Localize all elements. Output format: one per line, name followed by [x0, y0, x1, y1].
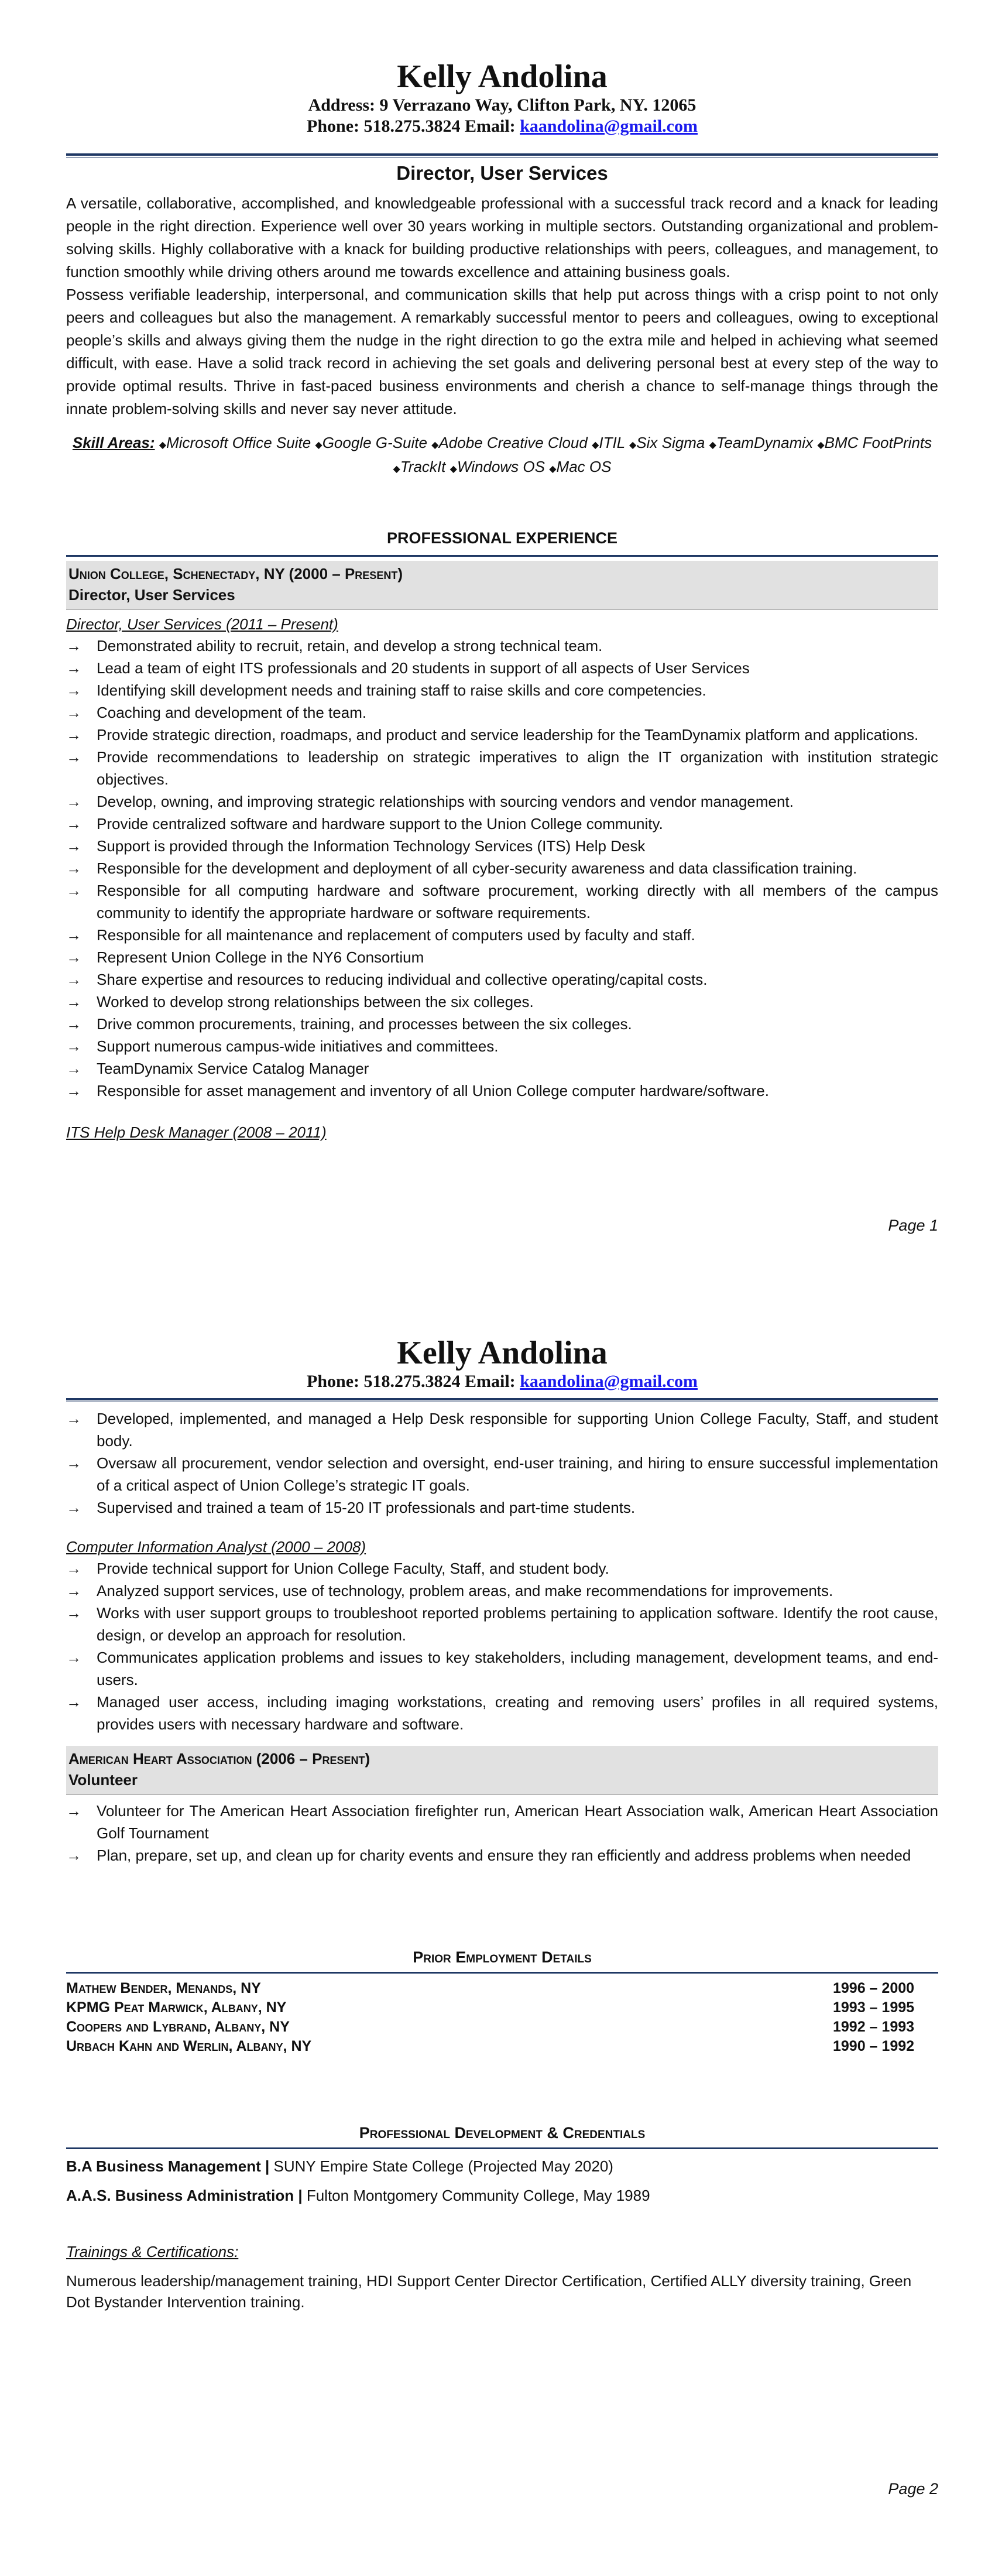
skill-label: ITIL [599, 434, 625, 451]
diamond-icon: ◆ [549, 464, 557, 474]
email-link[interactable]: kaandolina@gmail.com [520, 117, 698, 136]
skill-item [315, 434, 427, 451]
arrow-icon: → [66, 1082, 81, 1099]
phone-label-2: Phone: 518.275.3824 Email: [307, 1372, 516, 1391]
prior-divider [66, 1972, 938, 1974]
skill-item [431, 434, 588, 451]
experience-heading-block [66, 528, 938, 548]
prior-employer: Mathew Bender, Menands, NY [66, 1980, 261, 1996]
bullet-item [66, 746, 938, 790]
bullet-text: Demonstrated ability to recruit, retain, and develop a strong technical team. [97, 637, 603, 655]
prior-employment-list [66, 1979, 938, 2056]
page-number-1: Page 1 [888, 1217, 938, 1234]
bullet-text: Plan, prepare, set up, and clean up for charity events and ensure they ran efficiently and address problems when needed [97, 1847, 911, 1864]
bullet-text: TeamDynamix Service Catalog Manager [97, 1060, 369, 1077]
bullet-item [66, 1496, 938, 1519]
prior-years: 1990 – 1992 [833, 2038, 915, 2054]
education-divider [66, 2147, 938, 2149]
trainings-text: Numerous leadership/management training, HDI Support Center Director Certification, Certified ALLY diversity training, Green Dot Bystander Intervention training. [66, 2272, 912, 2311]
bullet-item [66, 1080, 938, 1102]
bullet-text: Share expertise and resources to reducing individual and collective operating/capital costs. [97, 971, 708, 988]
prior-row [66, 2017, 938, 2037]
skill-item [549, 458, 611, 475]
bullet-item [66, 968, 938, 991]
union-org-header [66, 561, 938, 610]
phone-label: Phone: 518.275.3824 Email: [307, 117, 516, 136]
skill-item [159, 434, 311, 451]
bullet-item [66, 1602, 938, 1646]
bullet-item [66, 790, 938, 813]
bullet-text: Provide strategic direction, roadmaps, and product and service leadership for the TeamDynamix platform and applications. [97, 726, 919, 744]
skill-areas [66, 432, 938, 480]
headline: Director, User Services [396, 162, 608, 184]
header-divider [66, 153, 938, 157]
address-line: Address: 9 Verrazano Way, Clifton Park, NY. 12065 [308, 95, 696, 115]
arrow-icon: → [66, 1649, 81, 1666]
arrow-icon: → [66, 1802, 81, 1820]
arrow-icon: → [66, 882, 81, 899]
phone-email-line [66, 116, 938, 137]
aha-title: Volunteer [68, 1771, 138, 1789]
bullet-item [66, 1844, 938, 1866]
bullet-text: Supervised and trained a team of 15-20 IT professionals and part-time students. [97, 1499, 636, 1516]
arrow-icon: → [66, 704, 81, 721]
degree: A.A.S. Business Administration | [66, 2187, 303, 2204]
bullet-item [66, 946, 938, 968]
bullet-item [66, 724, 938, 746]
bullet-text: Managed user access, including imaging workstations, creating and removing users’ profiles in all required systems, provides users with necessary hardware and software. [97, 1693, 938, 1733]
bullet-text: Worked to develop strong relationships between the six colleges. [97, 993, 534, 1010]
bullet-item [66, 1580, 938, 1602]
role-helpdesk-manager: ITS Help Desk Manager (2008 – 2011) [66, 1123, 327, 1141]
education-entry [66, 2154, 938, 2178]
trainings-title: Trainings & Certifications: [66, 2243, 239, 2260]
bullet-text: Works with user support groups to troubleshoot reported problems pertaining to application software. Identify the root cause, design, or develop an approach for resolution. [97, 1604, 938, 1644]
candidate-name: Kelly Andolina [397, 59, 608, 95]
bullet-text: Responsible for all maintenance and replacement of computers used by faculty and staff. [97, 926, 695, 944]
union-org: Union College, Schenectady, NY (2000 – Present) [68, 565, 403, 583]
prior-years: 1996 – 2000 [833, 1980, 915, 1996]
skill-label: Microsoft Office Suite [166, 434, 311, 451]
union-college-block [66, 561, 938, 1143]
bullet-item [66, 991, 938, 1013]
arrow-icon: → [66, 1582, 81, 1599]
bullet-text: Responsible for asset management and inventory of all Union College computer hardware/software. [97, 1082, 769, 1099]
bullet-text: Support is provided through the Information Technology Services (ITS) Help Desk [97, 837, 646, 855]
bullet-item [66, 879, 938, 924]
bullet-item [66, 1013, 938, 1035]
experience-heading: PROFESSIONAL EXPERIENCE [386, 529, 618, 547]
bullet-text: Coaching and development of the team. [97, 704, 367, 721]
summary-paragraph-2: Possess verifiable leadership, interpersonal, and communication skills that help put across things with a crisp point to not only peers and colleagues but also the management. A remarkably successful mentor to peers and colleagues, owing to exceptional people’s skills and always giving them the nudge in the right direction to go the extra mile and helped in achieving what seemed difficult, with ease. Have a solid track record in achieving the set goals and delivering personal best at every step of the way to provide optimal results. Thrive in fast-paced business environments and cherish a chance to self-manage things through the innate problem-solving skills and never say never attitude. [66, 286, 938, 417]
diamond-icon: ◆ [709, 440, 716, 450]
page-number-2: Page 2 [888, 2480, 938, 2498]
skill-label: Six Sigma [636, 434, 705, 451]
bullet-text: Responsible for the development and deployment of all cyber-security awareness and data classification training. [97, 859, 857, 877]
skill-label: Mac OS [556, 458, 612, 475]
prior-employment-heading-block [66, 1947, 938, 1967]
bullet-item [66, 657, 938, 679]
bullet-text: Drive common procurements, training, and processes between the six colleges. [97, 1015, 632, 1033]
bullet-text: Support numerous campus-wide initiatives and committees. [97, 1037, 499, 1055]
bullet-item [66, 1035, 938, 1057]
bullet-item [66, 1800, 938, 1844]
prior-years: 1992 – 1993 [833, 2019, 915, 2035]
arrow-icon: → [66, 1847, 81, 1864]
bullet-text: Lead a team of eight ITS professionals and 20 students in support of all aspects of User Services [97, 659, 750, 677]
bullet-item [66, 924, 938, 946]
arrow-icon: → [66, 1560, 81, 1577]
education-heading: Professional Development & Credentials [359, 2124, 646, 2142]
arrow-icon: → [66, 637, 81, 655]
arrow-icon: → [66, 815, 81, 833]
prior-employer: Coopers and Lybrand, Albany, NY [66, 2019, 290, 2035]
prior-row [66, 1998, 938, 2017]
arrow-icon: → [66, 726, 81, 744]
arrow-icon: → [66, 1499, 81, 1516]
arrow-icon: → [66, 926, 81, 944]
bullet-text: Communicates application problems and issues to key stakeholders, including management, development teams, and end-users. [97, 1649, 938, 1688]
helpdesk-bullets [66, 1407, 938, 1519]
bullet-text: Responsible for all computing hardware and software procurement, working directly with all members of the campus community to identify the appropriate hardware or software requirements. [97, 882, 938, 922]
bullet-item [66, 835, 938, 857]
bullet-text: Provide technical support for Union College Faculty, Staff, and student body. [97, 1560, 609, 1577]
prior-employment-heading: Prior Employment Details [413, 1948, 592, 1966]
header-divider-2 [66, 1398, 938, 1402]
arrow-icon: → [66, 1454, 81, 1472]
diamond-icon: ◆ [315, 440, 322, 450]
helpdesk-and-analyst-block [66, 1407, 938, 1866]
bullet-text: Represent Union College in the NY6 Consortium [97, 948, 424, 966]
prior-row [66, 2037, 938, 2056]
aha-org-header [66, 1746, 938, 1795]
skill-label: Adobe Creative Cloud [438, 434, 588, 451]
volunteer-bullets [66, 1800, 938, 1866]
bullet-item [66, 701, 938, 724]
skill-item [709, 434, 814, 451]
bullet-item [66, 1407, 938, 1452]
prior-employer: KPMG Peat Marwick, Albany, NY [66, 1999, 287, 2016]
bullet-item [66, 1057, 938, 1080]
arrow-icon: → [66, 1604, 81, 1622]
education-list [66, 2154, 938, 2313]
bullet-item [66, 1691, 938, 1735]
arrow-icon: → [66, 748, 81, 766]
email-link-2[interactable]: kaandolina@gmail.com [520, 1372, 698, 1391]
candidate-name-2: Kelly Andolina [397, 1335, 608, 1371]
role-director: Director, User Services (2011 – Present) [66, 615, 338, 633]
prior-row [66, 1979, 938, 1998]
arrow-icon: → [66, 1060, 81, 1077]
bullet-text: Develop, owning, and improving strategic relationships with sourcing vendors and vendor management. [97, 793, 794, 810]
arrow-icon: → [66, 793, 81, 810]
summary-paragraph-1: A versatile, collaborative, accomplished, and knowledgeable professional with a successful track record and a knack for leading people in the right direction. Experience well over 30 years working in multiple sectors. Outstanding organizational and problem-solving skills. Highly collaborative with a knack for building productive relationships with peers, colleagues, and management, to function smoothly while driving others around me towards excellence and attaining business goals. [66, 194, 938, 280]
school: SUNY Empire State College (Projected May 2020) [269, 2157, 613, 2175]
arrow-icon: → [66, 859, 81, 877]
arrow-icon: → [66, 681, 81, 699]
bullet-text: Analyzed support services, use of technology, problem areas, and make recommendations for improvements. [97, 1582, 833, 1599]
education-heading-block [66, 2123, 938, 2143]
header [66, 59, 938, 137]
arrow-icon: → [66, 948, 81, 966]
skill-item [592, 434, 625, 451]
arrow-icon: → [66, 837, 81, 855]
bullet-item [66, 1646, 938, 1691]
bullet-item [66, 813, 938, 835]
arrow-icon: → [66, 1015, 81, 1033]
skill-label: BMC FootPrints [824, 434, 932, 451]
arrow-icon: → [66, 1410, 81, 1427]
summary-section [66, 162, 938, 480]
bullet-text: Provide recommendations to leadership on strategic imperatives to align the IT organization with institution strategic objectives. [97, 748, 938, 788]
bullet-text: Developed, implemented, and managed a Help Desk responsible for supporting Union College Faculty, Staff, and student body. [97, 1410, 938, 1450]
bullet-item [66, 1452, 938, 1496]
phone-email-line-2 [66, 1371, 938, 1392]
skill-label: TeamDynamix [716, 434, 814, 451]
arrow-icon: → [66, 993, 81, 1010]
skill-label: Windows OS [457, 458, 545, 475]
diamond-icon: ◆ [817, 440, 825, 450]
bullet-item [66, 679, 938, 701]
diamond-icon: ◆ [159, 440, 167, 450]
skill-item [629, 434, 705, 451]
arrow-icon: → [66, 971, 81, 988]
bullet-text: Identifying skill development needs and training staff to raise skills and core competencies. [97, 681, 706, 699]
bullet-text: Provide centralized software and hardware support to the Union College community. [97, 815, 663, 833]
skill-item [817, 434, 932, 451]
skill-areas-label: Skill Areas: [72, 434, 155, 451]
skill-list [159, 434, 932, 475]
header-page-2 [66, 1335, 938, 1392]
bullet-item [66, 635, 938, 657]
diamond-icon: ◆ [393, 464, 400, 474]
diamond-icon: ◆ [592, 440, 599, 450]
prior-employer: Urbach Kahn and Werlin, Albany, NY [66, 2038, 312, 2054]
education-entry [66, 2184, 938, 2207]
analyst-bullets [66, 1557, 938, 1735]
diamond-icon: ◆ [450, 464, 457, 474]
bullet-item [66, 1557, 938, 1580]
bullet-text: Volunteer for The American Heart Association firefighter run, American Heart Association walk, American Heart Association Golf Tournament [97, 1802, 938, 1842]
bullet-text: Oversaw all procurement, vendor selection and oversight, end-user training, and hiring to ensure successful implementation of a critical aspect of Union College’s strategic IT goals. [97, 1454, 938, 1494]
arrow-icon: → [66, 1693, 81, 1711]
school: Fulton Montgomery Community College, May 1989 [302, 2187, 650, 2204]
arrow-icon: → [66, 659, 81, 677]
prior-years: 1993 – 1995 [833, 1999, 915, 2016]
skill-item [450, 458, 545, 475]
bullet-item [66, 857, 938, 879]
skill-item [393, 458, 446, 475]
resume-page-2 [0, 1288, 995, 2576]
director-bullets [66, 635, 938, 1102]
diamond-icon: ◆ [431, 440, 439, 450]
role-computer-analyst: Computer Information Analyst (2000 – 2008) [66, 1538, 366, 1556]
experience-divider [66, 555, 938, 557]
arrow-icon: → [66, 1037, 81, 1055]
skill-label: TrackIt [400, 458, 446, 475]
union-title: Director, User Services [68, 586, 235, 604]
aha-org: American Heart Association (2006 – Present) [68, 1750, 370, 1767]
skill-label: Google G-Suite [322, 434, 427, 451]
degree: B.A Business Management | [66, 2157, 270, 2175]
diamond-icon: ◆ [629, 440, 637, 450]
